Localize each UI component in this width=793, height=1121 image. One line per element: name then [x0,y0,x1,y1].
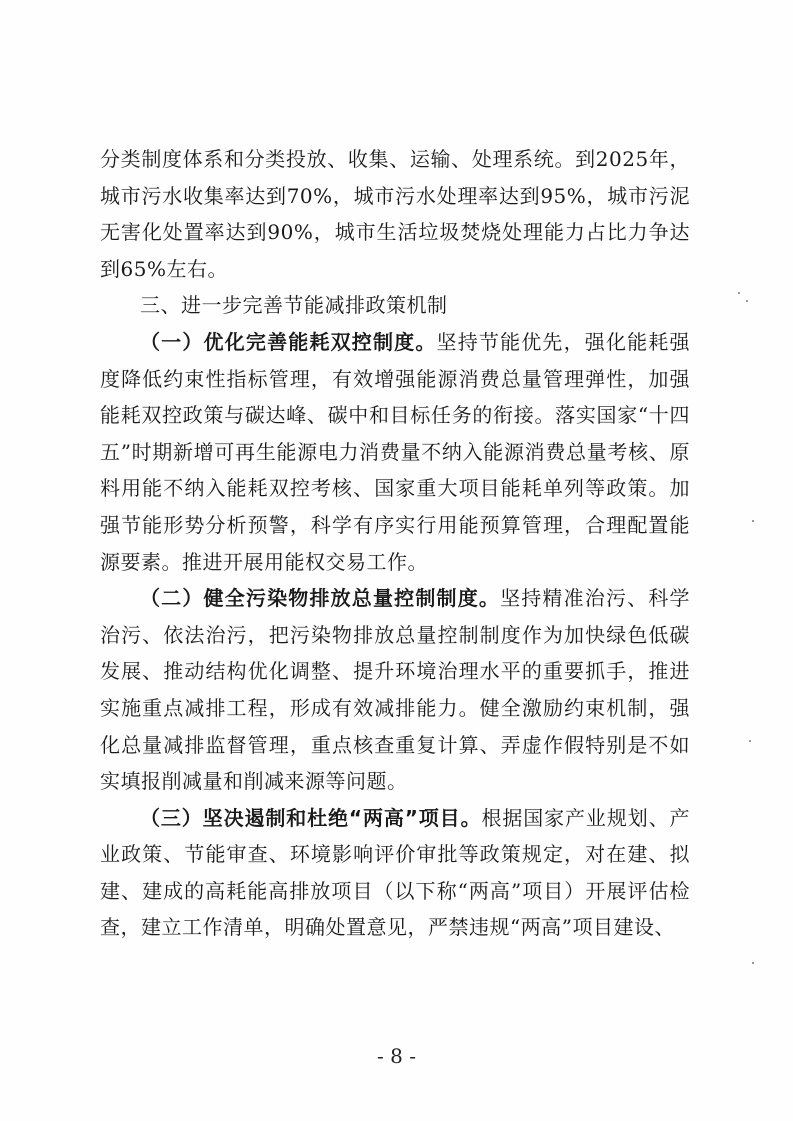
item-lead-title: （一）优化完善能耗双控制度。 [140,329,437,354]
scan-speck [752,520,754,522]
section-heading-text: 三、进一步完善节能减排政策机制 [140,293,448,318]
paragraph-text: 坚持节能优先，强化能耗强度降低约束性指标管理，有效增强能源消费总量管理弹性，加强能耗双控政策与碳达峰、碳中和目标任务的衔接。落实国家“十四五”时期新增可再生能源电力消费量不纳入能源消费总量考核、原料用能不纳入能耗双控考核、国家重大项目能耗单列等政策。加强节能形势分析预警，科学有序实行用能预算管理，合理配置能源要素。推进开展用能权交易工作。 [100,329,691,574]
paragraph-item-1 [100,324,690,580]
paragraph-continuation [100,141,690,287]
item-lead-title: （二）健全污染物排放总量控制制度。 [140,586,501,611]
scan-speck [749,740,751,742]
scan-speck [752,962,754,964]
paragraph-text: 根据国家产业规划、产业政策、节能审查、环境影响评价审批等政策规定，对在建、拟建、建成的高耗能高排放项目（以下称“两高”项目）开展评估检查，建立工作清单，明确处置意见，严禁违规“两高”项目建设、 [100,805,691,940]
paragraph-item-3 [100,800,690,946]
paragraph-text: 坚持精准治污、科学治污、依法治污，把污染物排放总量控制制度作为加快绿色低碳发展、推动结构优化调整、提升环境治理水平的重要抓手，推进实施重点减排工程，形成有效减排能力。健全激励约束机制，强化总量减排监督管理，重点核查重复计算、弄虚作假特别是不如实填报削减量和削减来源等问题。 [100,586,691,794]
section-heading-3 [100,287,690,324]
document-body [100,141,690,946]
paragraph-item-2 [100,580,690,800]
paragraph-text: 分类制度体系和分类投放、收集、运输、处理系统。到2025年，城市污水收集率达到70%，城市污水处理率达到95%，城市污泥无害化处置率达到90%，城市生活垃圾焚烧处理能力占比力争达到65%左右。 [100,147,690,281]
page-number: - 8 - [377,1044,416,1068]
scan-speck [746,300,748,302]
item-lead-title: （三）坚决遏制和杜绝“两高”项目。 [140,805,482,830]
scan-speck [738,292,740,294]
